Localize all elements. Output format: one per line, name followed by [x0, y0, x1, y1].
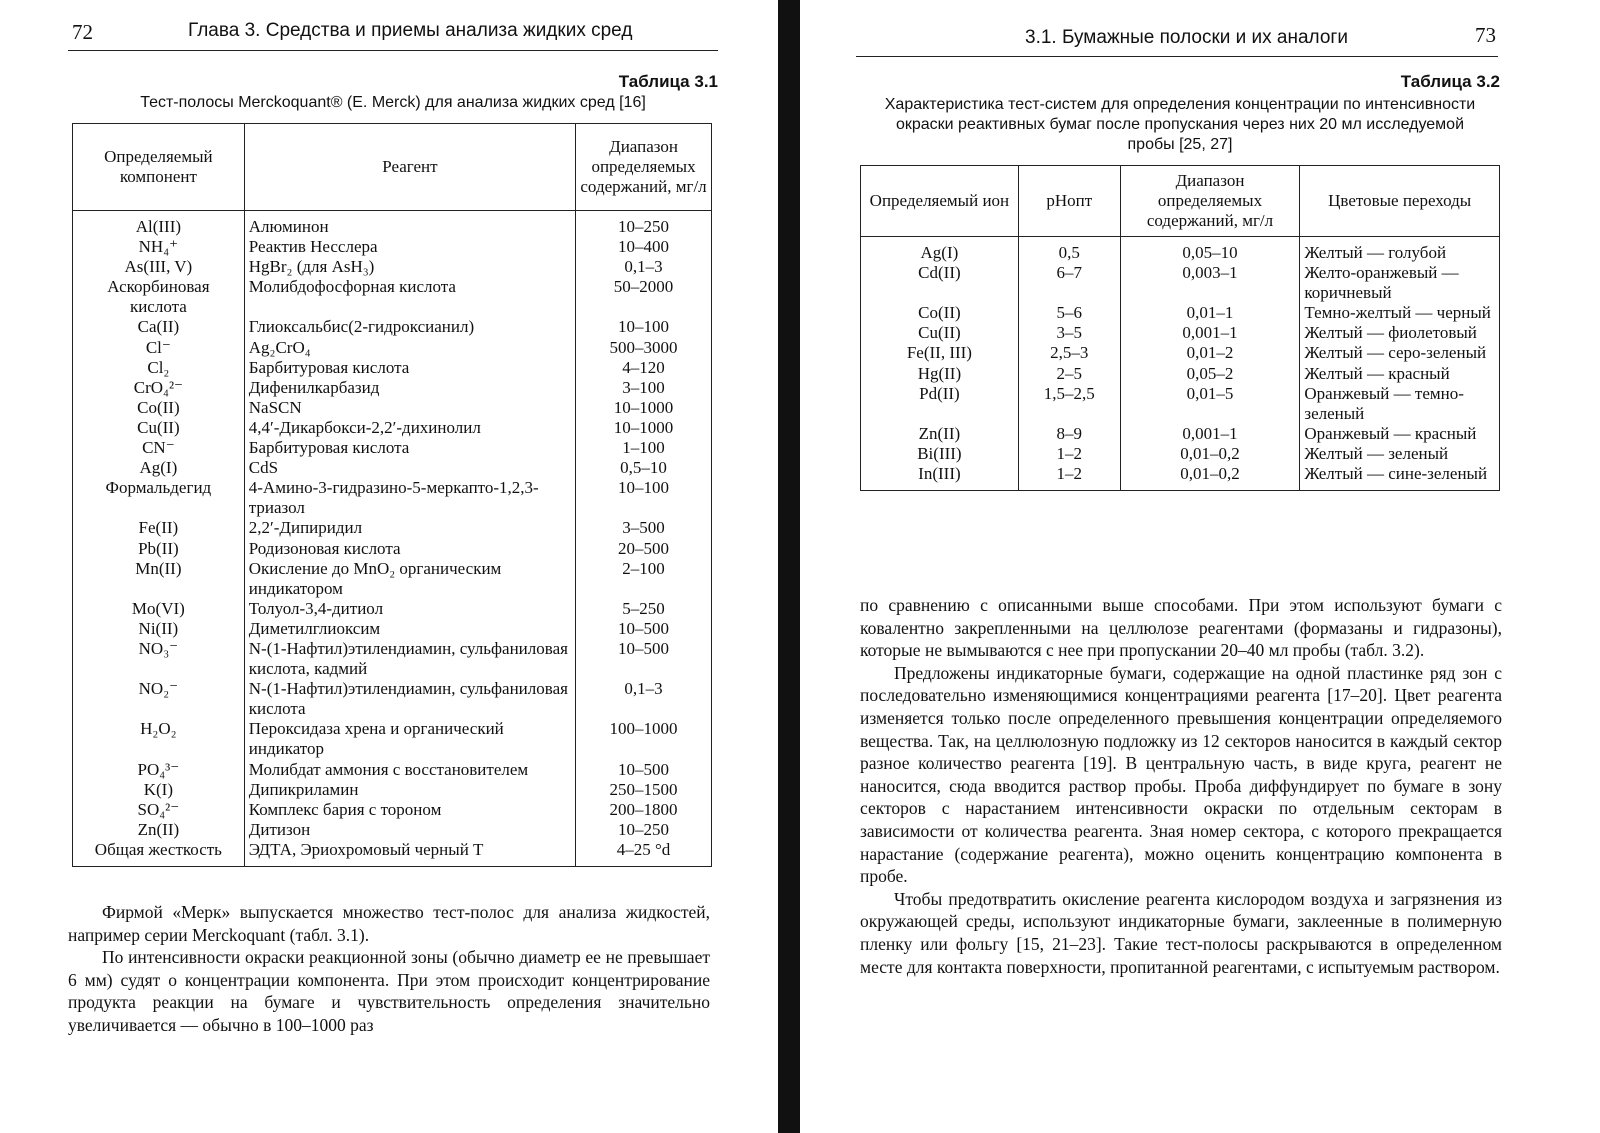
- table-row: [73, 518, 712, 538]
- table-row: [73, 800, 712, 820]
- table-cell: Ag₂CrO₄: [244, 338, 575, 358]
- table-cell: 10–500: [576, 639, 712, 679]
- table-cell: 10–500: [576, 619, 712, 639]
- body-text: [860, 594, 1502, 978]
- table-cell: Желтый — голубой: [1300, 237, 1500, 264]
- table-row: [73, 317, 712, 337]
- table-cell: NaSCN: [244, 398, 575, 418]
- table-cell: 10–1000: [576, 398, 712, 418]
- table-cell: Темно-желтый — черный: [1300, 303, 1500, 323]
- table-cell: 4–120: [576, 358, 712, 378]
- table-row: [861, 303, 1500, 323]
- table-row: [861, 263, 1500, 303]
- table-cell: 0,01–0,2: [1120, 464, 1300, 491]
- table-cell: CN⁻: [73, 438, 245, 458]
- running-head: Глава 3. Средства и приемы анализа жидких сред: [188, 20, 633, 41]
- table-cell: 20–500: [576, 539, 712, 559]
- table-cell: 0,1–3: [576, 257, 712, 277]
- table-cell: Cu(II): [73, 418, 245, 438]
- table-cell: 10–100: [576, 317, 712, 337]
- table-cell: 2,5–3: [1018, 343, 1120, 363]
- table-row: [73, 458, 712, 478]
- table-cell: 0,05–2: [1120, 364, 1300, 384]
- table-cell: Молибдат аммония с восстановителем: [244, 760, 575, 780]
- table-cell: Толуол-3,4-дитиол: [244, 599, 575, 619]
- paragraph: Предложены индикаторные бумаги, содержащие на одной пластинке ряд зон с последовательно изменяющимися концентрациями реагента [17–20]. Цвет реагента изменяется только после определенного превышения концентрации определяемого вещества. Так, на целлюлозную подложку из 12 секторов наносится в каждый сектор разное количество реагента [19]. В центральную часть, в виде круга, реагент не наносится, сюда вводится раствор пробы. Проба диффундирует по бумаге в зону секторов с нарастанием интенсивности окраски по отдельным секторам в зависимости от количества реагента. Зная номер сектора, с которого прекращается нарастание (содержание реагента), можно оценить концентрацию компонента в пробе.: [860, 662, 1502, 887]
- table-cell: Hg(II): [861, 364, 1019, 384]
- table-cell: N-(1-Нафтил)этилендиамин, сульфаниловая кислота: [244, 679, 575, 719]
- table-cell: 2–5: [1018, 364, 1120, 384]
- table-cell: 4–25 °d: [576, 840, 712, 867]
- table-row: [861, 237, 1500, 264]
- table-cell: Zn(II): [861, 424, 1019, 444]
- paragraph: По интенсивности окраски реакционной зоны (обычно диаметр ее не превышает 6 мм) судят о концентрации компонента. При этом происходит концентрирование продукта реакции на бумаге и чувствительность определения значительно увеличивается — обычно в 100–1000 раз: [68, 947, 710, 1035]
- table-cell: 4-Амино-3-гидразино-5-меркапто-1,2,3-триазол: [244, 478, 575, 518]
- table-cell: 10–1000: [576, 418, 712, 438]
- column-header: Определяемый компонент: [73, 124, 245, 211]
- table-row: [73, 277, 712, 317]
- column-header: Диапазон определяемых содержаний, мг/л: [1120, 166, 1300, 237]
- table-cell: K(I): [73, 780, 245, 800]
- page-number: 73: [1475, 23, 1496, 47]
- table-cell: Желтый — красный: [1300, 364, 1500, 384]
- page-number: 72: [72, 20, 93, 44]
- table-row: [861, 364, 1500, 384]
- table-cell: 1–2: [1018, 464, 1120, 491]
- table-cell: Глиоксальбис(2-гидроксианил): [244, 317, 575, 337]
- table-cell: 100–1000: [576, 719, 712, 759]
- table-row: [861, 464, 1500, 491]
- table-row: [73, 719, 712, 759]
- table-cell: Mo(VI): [73, 599, 245, 619]
- column-header: Диапазон определяемых содержаний, мг/л: [576, 124, 712, 211]
- table-cell: Диметилглиоксим: [244, 619, 575, 639]
- table-cell: Fe(II, III): [861, 343, 1019, 363]
- column-header: Определяемый ион: [861, 166, 1019, 237]
- table-cell: Cu(II): [861, 323, 1019, 343]
- table-cell: Желтый — сине-зеленый: [1300, 464, 1500, 491]
- table-cell: 0,5: [1018, 237, 1120, 264]
- table-cell: NH₄⁺: [73, 237, 245, 257]
- table-cell: Желтый — фиолетовый: [1300, 323, 1500, 343]
- table-cell: Bi(III): [861, 444, 1019, 464]
- table-header-row: [861, 166, 1500, 237]
- column-header: Реагент: [244, 124, 575, 211]
- table-cell: Барбитуровая кислота: [244, 358, 575, 378]
- table-row: [861, 343, 1500, 363]
- table-row: [73, 418, 712, 438]
- table-cell: 3–500: [576, 518, 712, 538]
- table-cell: Дифенилкарбазид: [244, 378, 575, 398]
- table-cell: 5–6: [1018, 303, 1120, 323]
- table-cell: Cd(II): [861, 263, 1019, 303]
- table-cell: NO₂⁻: [73, 679, 245, 719]
- table-cell: 0,5–10: [576, 458, 712, 478]
- table-cell: 10–400: [576, 237, 712, 257]
- table-cell: Реактив Несслера: [244, 237, 575, 257]
- table-row: [73, 438, 712, 458]
- column-header: Цветовые переходы: [1300, 166, 1500, 237]
- table-cell: Окисление до MnO₂ органическим индикатором: [244, 559, 575, 599]
- column-header: pHопт: [1018, 166, 1120, 237]
- table-cell: 0,001–1: [1120, 323, 1300, 343]
- table-row: [73, 780, 712, 800]
- table-cell: Комплекс бария с тороном: [244, 800, 575, 820]
- table-cell: 10–250: [576, 211, 712, 238]
- table-cell: Молибдофосфорная кислота: [244, 277, 575, 317]
- table-cell: Оранжевый — темно-зеленый: [1300, 384, 1500, 424]
- table-cell: 200–1800: [576, 800, 712, 820]
- body-text: [68, 901, 710, 1037]
- table-cell: 3–5: [1018, 323, 1120, 343]
- table-cell: N-(1-Нафтил)этилендиамин, сульфаниловая кислота, кадмий: [244, 639, 575, 679]
- right-page: [820, 0, 1600, 1133]
- table-cell: 500–3000: [576, 338, 712, 358]
- table-cell: Co(II): [73, 398, 245, 418]
- table-cell: 0,01–2: [1120, 343, 1300, 363]
- table-row: [73, 338, 712, 358]
- table-cell: HgBr₂ (для AsH₃): [244, 257, 575, 277]
- table-cell: Ni(II): [73, 619, 245, 639]
- table-label: Таблица 3.1: [618, 72, 718, 91]
- table-cell: Cl⁻: [73, 338, 245, 358]
- table-cell: 4,4′-Дикарбокси-2,2′-дихинолил: [244, 418, 575, 438]
- table-cell: Формальдегид: [73, 478, 245, 518]
- table-cell: 2,2′-Дипиридил: [244, 518, 575, 538]
- table-row: [73, 639, 712, 679]
- table-row: [73, 211, 712, 238]
- table-cell: Дитизон: [244, 820, 575, 840]
- table-label: Таблица 3.2: [1400, 72, 1500, 91]
- table-cell: Fe(II): [73, 518, 245, 538]
- table-cell: Zn(II): [73, 820, 245, 840]
- table-cell: 5–250: [576, 599, 712, 619]
- table-cell: Mn(II): [73, 559, 245, 599]
- table-cell: Ag(I): [861, 237, 1019, 264]
- table-cell: 0,003–1: [1120, 263, 1300, 303]
- table-3-2: [860, 165, 1500, 491]
- table-header-row: [73, 124, 712, 211]
- table-row: [73, 257, 712, 277]
- header-rule: [68, 50, 718, 51]
- table-cell: 1–2: [1018, 444, 1120, 464]
- table-cell: CdS: [244, 458, 575, 478]
- table-cell: 1,5–2,5: [1018, 384, 1120, 424]
- table-cell: Алюминон: [244, 211, 575, 238]
- table-cell: 0,01–5: [1120, 384, 1300, 424]
- table-cell: 10–500: [576, 760, 712, 780]
- paragraph: Чтобы предотвратить окисление реагента кислородом воздуха и загрязнения из окружающей среды, используют индикаторные бумаги, заклеенные в полимерную пленку или фольгу [15, 21–23]. Такие тест-полосы раскрываются в определенном месте для контакта поверхности, пропитанной реагентами, с испытуемым раствором.: [860, 888, 1502, 977]
- table-row: [73, 760, 712, 780]
- table-row: [73, 398, 712, 418]
- table-row: [73, 539, 712, 559]
- paragraph: Фирмой «Мерк» выпускается множество тест-полос для анализа жидкостей, например серии Merckoquant (табл. 3.1).: [68, 902, 710, 945]
- table-row: [73, 237, 712, 257]
- table-row: [73, 599, 712, 619]
- table-cell: Co(II): [861, 303, 1019, 323]
- table-cell: 250–1500: [576, 780, 712, 800]
- paragraph: по сравнению с описанными выше способами. При этом используют бумаги с ковалентно закрепленными на целлюлозе реагентами (формазаны и гидразоны), которые не вымываются с нее при пропускании 20–40 мл пробы (табл. 3.2).: [860, 595, 1502, 661]
- table-cell: 0,01–1: [1120, 303, 1300, 323]
- table-row: [73, 840, 712, 867]
- table-caption: Характеристика тест-систем для определения концентрации по интенсивности окраски реактивных бумаг после пропускания через них 20 мл исследуемой пробы [25, 27]: [884, 96, 1476, 153]
- table-cell: Родизоновая кислота: [244, 539, 575, 559]
- table-cell: Общая жесткость: [73, 840, 245, 867]
- table-cell: CrO₄²⁻: [73, 378, 245, 398]
- table-row: [73, 559, 712, 599]
- table-cell: Pd(II): [861, 384, 1019, 424]
- table-row: [73, 378, 712, 398]
- header-rule: [856, 56, 1498, 57]
- table-row: [861, 424, 1500, 444]
- left-page: [0, 0, 770, 1133]
- table-row: [73, 619, 712, 639]
- table-cell: 6–7: [1018, 263, 1120, 303]
- table-cell: Cl₂: [73, 358, 245, 378]
- table-caption: Тест-полосы Merckoquant® (E. Merck) для анализа жидких сред [16]: [140, 94, 646, 111]
- table-cell: SO₄²⁻: [73, 800, 245, 820]
- table-cell: Дипикриламин: [244, 780, 575, 800]
- table-cell: 0,1–3: [576, 679, 712, 719]
- table-row: [861, 323, 1500, 343]
- table-cell: Барбитуровая кислота: [244, 438, 575, 458]
- table-cell: 10–250: [576, 820, 712, 840]
- table-cell: 8–9: [1018, 424, 1120, 444]
- table-row: [73, 820, 712, 840]
- table-row: [73, 478, 712, 518]
- table-cell: Пероксидаза хрена и органический индикатор: [244, 719, 575, 759]
- table-cell: 2–100: [576, 559, 712, 599]
- book-gutter: [778, 0, 800, 1133]
- table-cell: 0,001–1: [1120, 424, 1300, 444]
- table-cell: Ca(II): [73, 317, 245, 337]
- table-row: [861, 444, 1500, 464]
- table-cell: In(III): [861, 464, 1019, 491]
- table-cell: ЭДТА, Эриохромовый черный Т: [244, 840, 575, 867]
- table-3-1: [72, 123, 712, 867]
- table-row: [73, 358, 712, 378]
- table-cell: As(III, V): [73, 257, 245, 277]
- table-cell: Оранжевый — красный: [1300, 424, 1500, 444]
- table-cell: Al(III): [73, 211, 245, 238]
- table-cell: 0,01–0,2: [1120, 444, 1300, 464]
- table-row: [73, 679, 712, 719]
- table-cell: Аскорбиновая кислота: [73, 277, 245, 317]
- table-cell: PO₄³⁻: [73, 760, 245, 780]
- table-row: [861, 384, 1500, 424]
- table-cell: H₂O₂: [73, 719, 245, 759]
- table-cell: 3–100: [576, 378, 712, 398]
- table-cell: 1–100: [576, 438, 712, 458]
- table-cell: 10–100: [576, 478, 712, 518]
- table-cell: NO₃⁻: [73, 639, 245, 679]
- table-cell: 0,05–10: [1120, 237, 1300, 264]
- table-cell: Желто-оранжевый — коричневый: [1300, 263, 1500, 303]
- table-cell: Желтый — зеленый: [1300, 444, 1500, 464]
- running-head: 3.1. Бумажные полоски и их аналоги: [1025, 27, 1348, 48]
- table-cell: Ag(I): [73, 458, 245, 478]
- table-cell: Pb(II): [73, 539, 245, 559]
- table-cell: 50–2000: [576, 277, 712, 317]
- table-cell: Желтый — серо-зеленый: [1300, 343, 1500, 363]
